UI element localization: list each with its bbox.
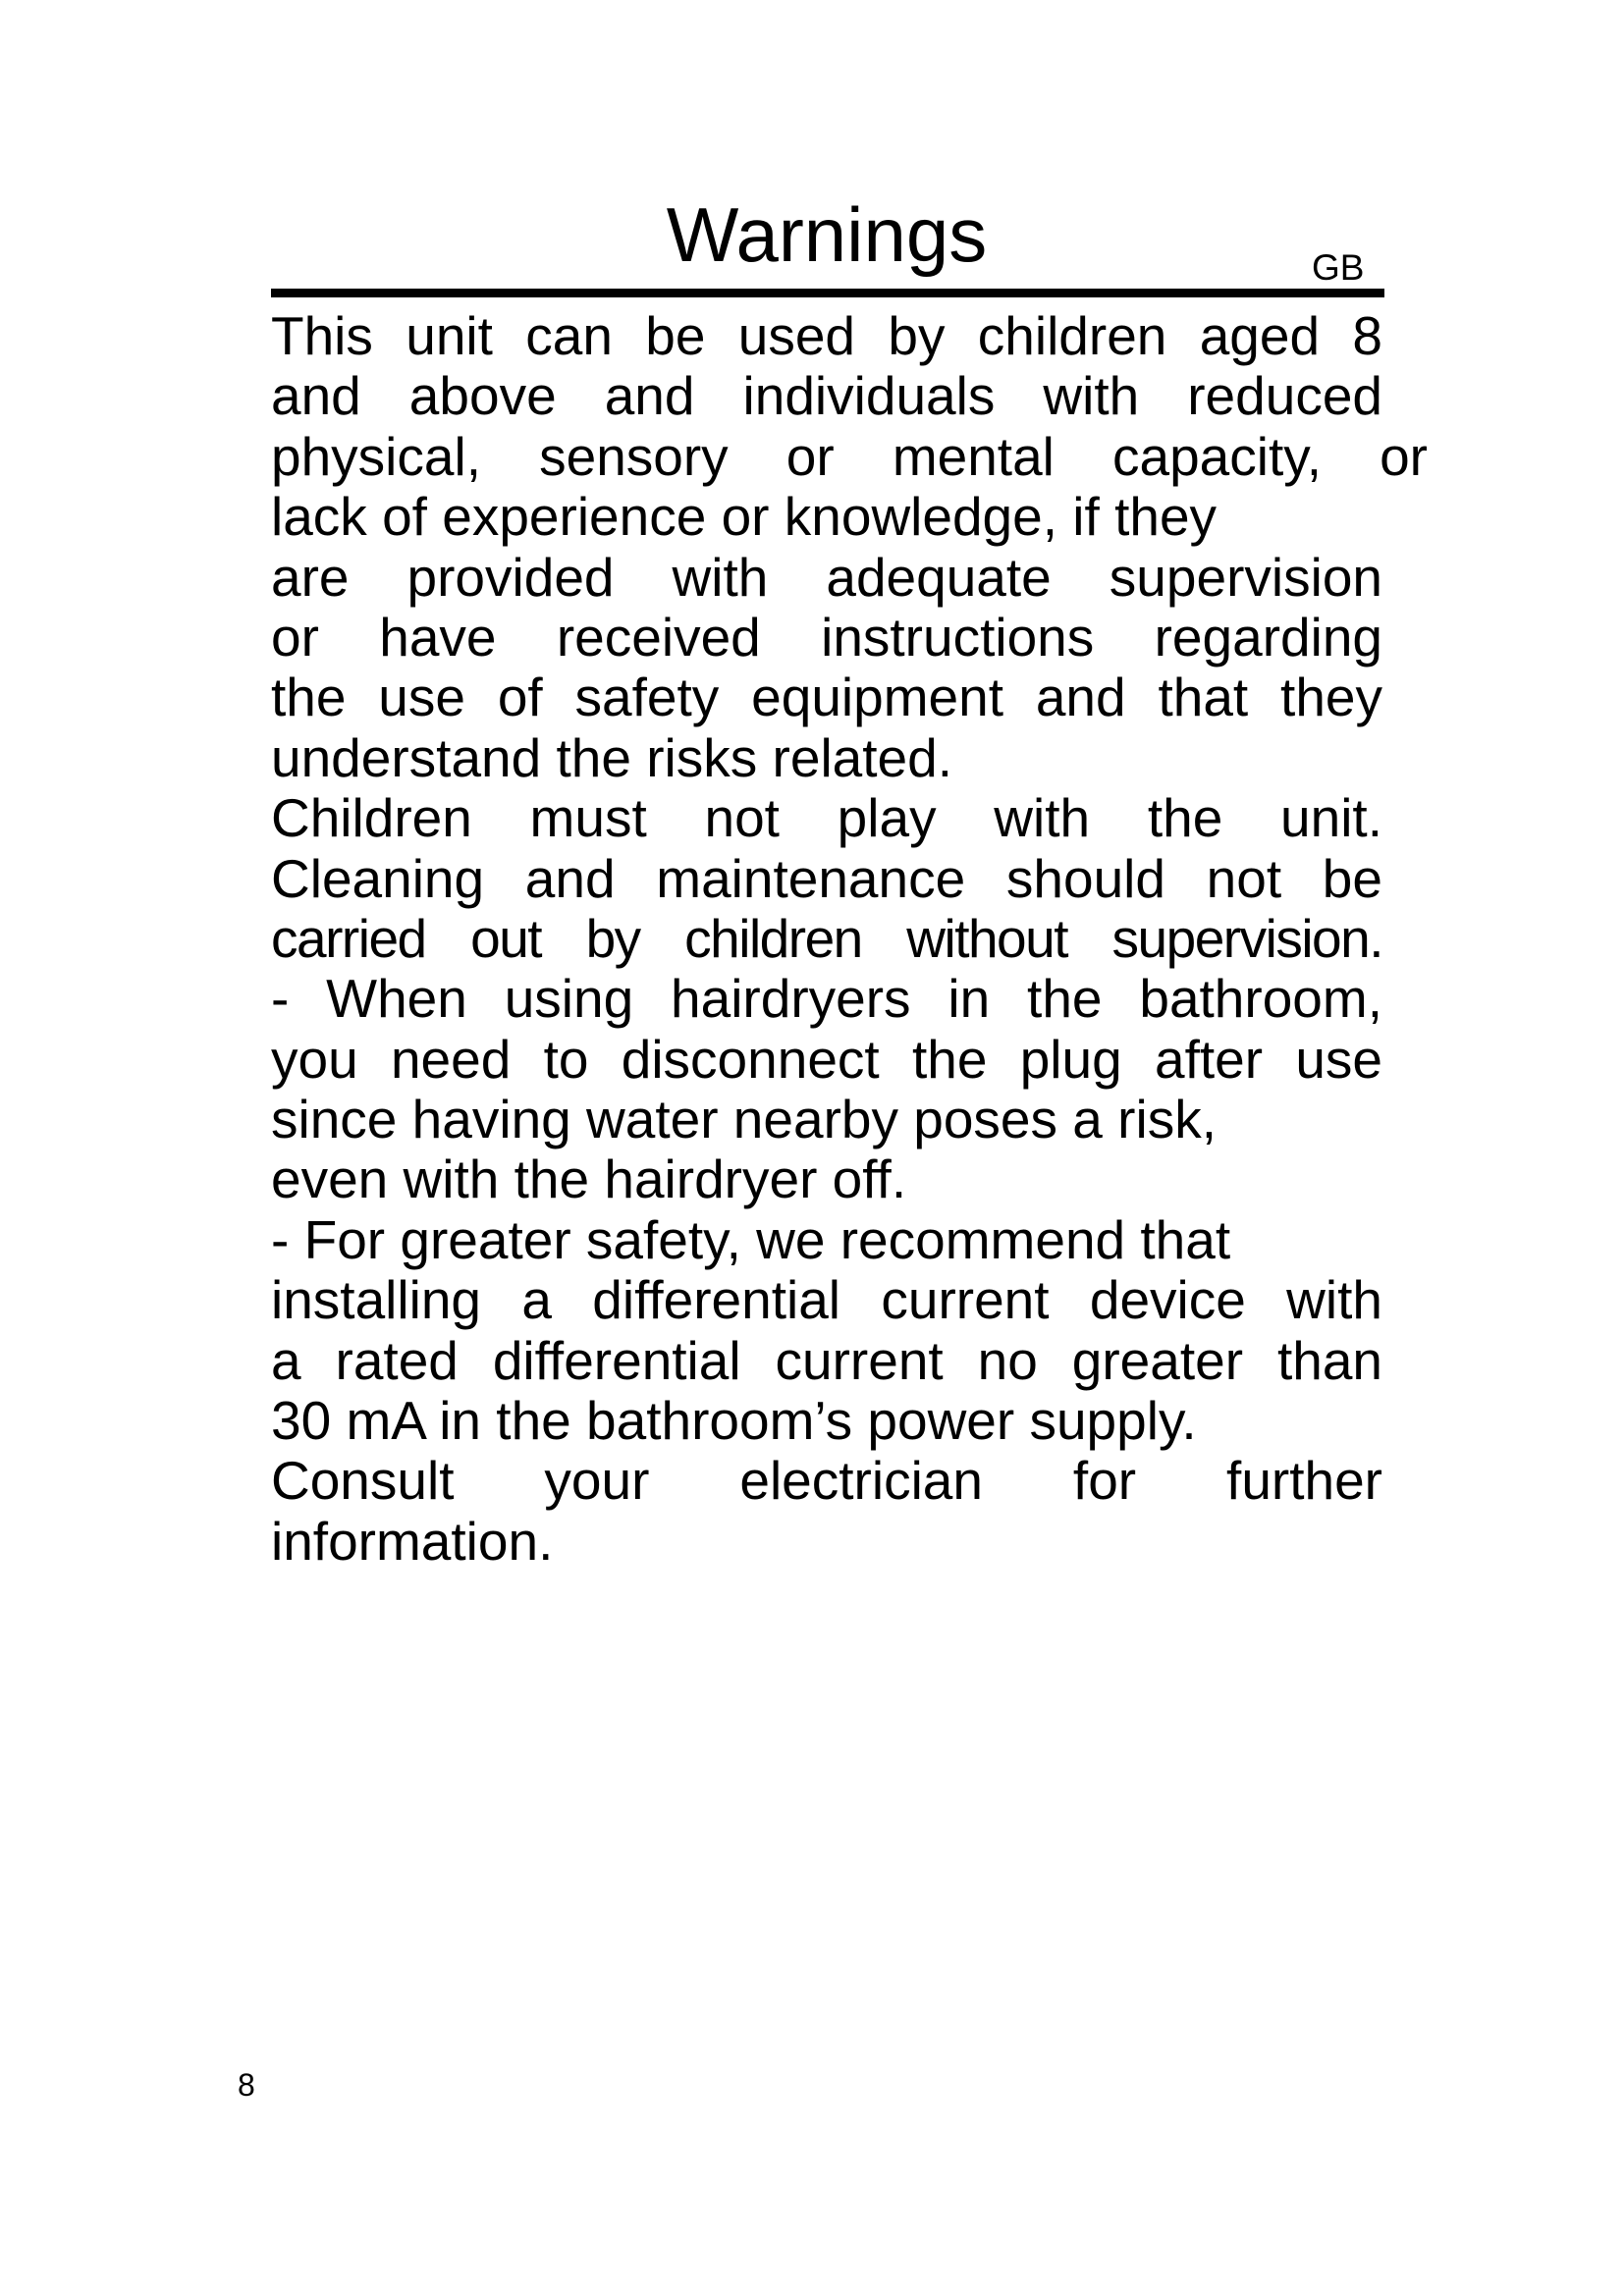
text-line: the use of safety equipment and that they — [271, 667, 1382, 728]
text-line: since having water nearby poses a risk, — [271, 1089, 1217, 1150]
language-code: GB — [1312, 247, 1365, 288]
title-divider — [271, 289, 1384, 297]
text-line: lack of experience or knowledge, if they — [271, 486, 1218, 548]
text-line: Cleaning and maintenance should not be — [271, 847, 1382, 909]
text-line: 30 mA in the bathroom’s power supply. — [271, 1390, 1197, 1452]
text-line: understand the risks related. — [271, 726, 952, 788]
text-line: a rated differential current no greater than — [271, 1329, 1382, 1391]
text-line: carried out by children without supervision. — [271, 907, 1382, 969]
text-line: - For greater safety, we recommend that — [271, 1208, 1231, 1270]
text-line: installing a differential current device with — [271, 1269, 1382, 1331]
text-line: are provided with adequate supervision — [271, 546, 1382, 608]
text-line: Children must not play with the unit. — [271, 787, 1382, 849]
text-line: you need to disconnect the plug after use — [271, 1028, 1382, 1090]
text-line: physical, sensory or mental capacity, or — [271, 425, 1428, 487]
page-number: 8 — [238, 2067, 255, 2103]
warnings-text — [271, 305, 1428, 1572]
text-line: This unit can be used by children aged 8 — [271, 305, 1382, 366]
text-line: - When using hairdryers in the bathroom, — [271, 968, 1382, 1030]
text-line: information. — [271, 1510, 554, 1572]
text-line: or have received instructions regarding — [271, 606, 1382, 667]
text-line: Consult your electrician for further — [271, 1450, 1382, 1512]
page-title: Warnings — [666, 191, 988, 278]
text-line: and above and individuals with reduced — [271, 365, 1382, 427]
text-line: even with the hairdryer off. — [271, 1148, 907, 1210]
